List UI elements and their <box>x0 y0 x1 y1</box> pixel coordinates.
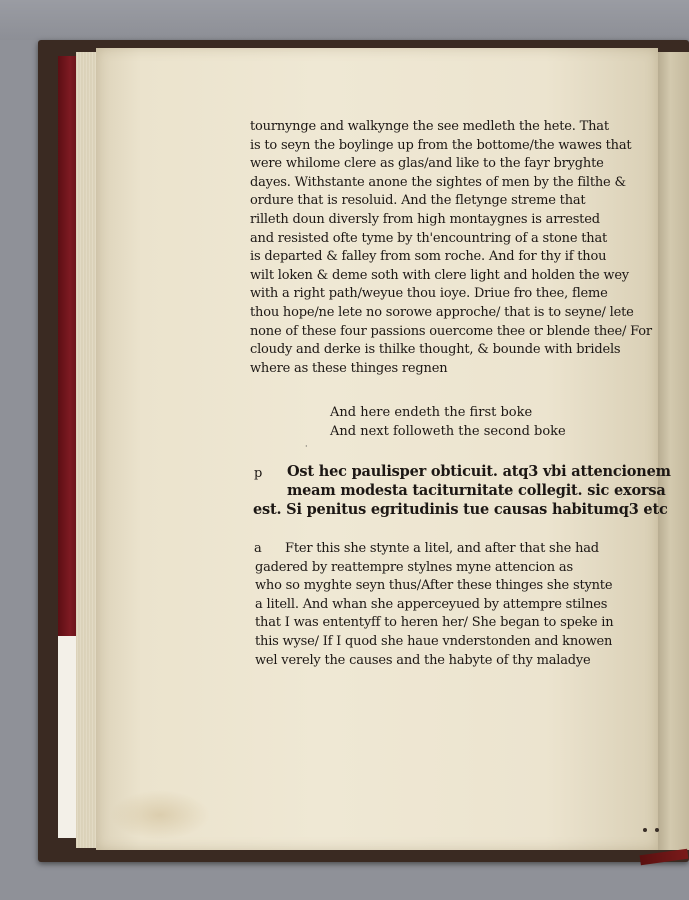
text-line: wilt loken & deme soth with clere light and holden the wey <box>250 267 629 283</box>
text-line: is departed & falley from som roche. And for thy if thou <box>250 249 607 265</box>
guide-letter-p: p <box>254 466 263 481</box>
text-line: Fter this she stynte a litel, and after that she had <box>285 541 599 556</box>
text-line: thou hope/ne lete no sorowe approche/ that is to seyne/ lete <box>250 304 634 320</box>
facing-page-edge <box>658 52 689 850</box>
text-line: with a right path/weyue thou ioye. Driue fro thee, fleme <box>250 286 608 302</box>
text-line: who so myghte seyn thus/After these thinges she stynte <box>255 578 613 594</box>
text-line: and resisted ofte tyme by th'encountring of a stone that <box>250 230 608 246</box>
text-block-1 <box>250 118 652 378</box>
latin-line: meam modesta taciturnitate collegit. sic exorsa <box>287 482 666 499</box>
white-endpaper <box>58 636 78 838</box>
text-line: cloudy and derke is thilke thought, & bounde with bridels <box>250 342 621 358</box>
book-end-heading: And here endeth the first boke <box>330 405 533 420</box>
latin-passage <box>253 462 671 519</box>
guide-letter-a: a <box>254 541 262 556</box>
text-line: tournynge and walkynge the see medleth the hete. That <box>250 119 609 134</box>
book-next-heading: And next followeth the second boke <box>330 424 566 439</box>
text-line: is to seyn the boylinge up from the bottome/the wawes that <box>250 137 632 153</box>
text-line: were whilome clere as glas/and like to the fayr bryghte <box>250 156 604 172</box>
page-stain <box>110 790 210 840</box>
latin-line: est. Si penitus egritudinis tue causas habitumq3 etc <box>253 501 668 518</box>
text-line: none of these four passions ouercome thee or blende thee/ For <box>250 323 652 339</box>
red-endpaper <box>58 56 78 636</box>
text-line: that I was ententyff to heren her/ She began to speke in <box>255 615 614 631</box>
text-line: where as these thinges regnen <box>250 360 448 376</box>
page-dot <box>655 828 659 832</box>
backdrop <box>0 0 689 40</box>
small-mark: · <box>305 442 308 451</box>
text-line: rilleth doun diversly from high montaygnes is arrested <box>250 211 600 227</box>
latin-line: Ost hec paulisper obticuit. atq3 vbi attencionem <box>287 463 671 480</box>
text-line: wel verely the causes and the habyte of thy maladye <box>255 652 591 668</box>
text-line: gadered by reattempre stylnes myne attencion as <box>255 559 573 575</box>
text-line: this wyse/ If I quod she haue vnderstonden and knowen <box>255 633 613 649</box>
page-dot <box>643 828 647 832</box>
text-line: dayes. Withstante anone the sightes of men by the filthe & <box>250 174 626 190</box>
text-block-2 <box>255 540 613 670</box>
text-line: a litell. And whan she apperceyued by attempre stilnes <box>255 596 608 612</box>
text-line: ordure that is resoluid. And the fletynge streme that <box>250 193 586 209</box>
